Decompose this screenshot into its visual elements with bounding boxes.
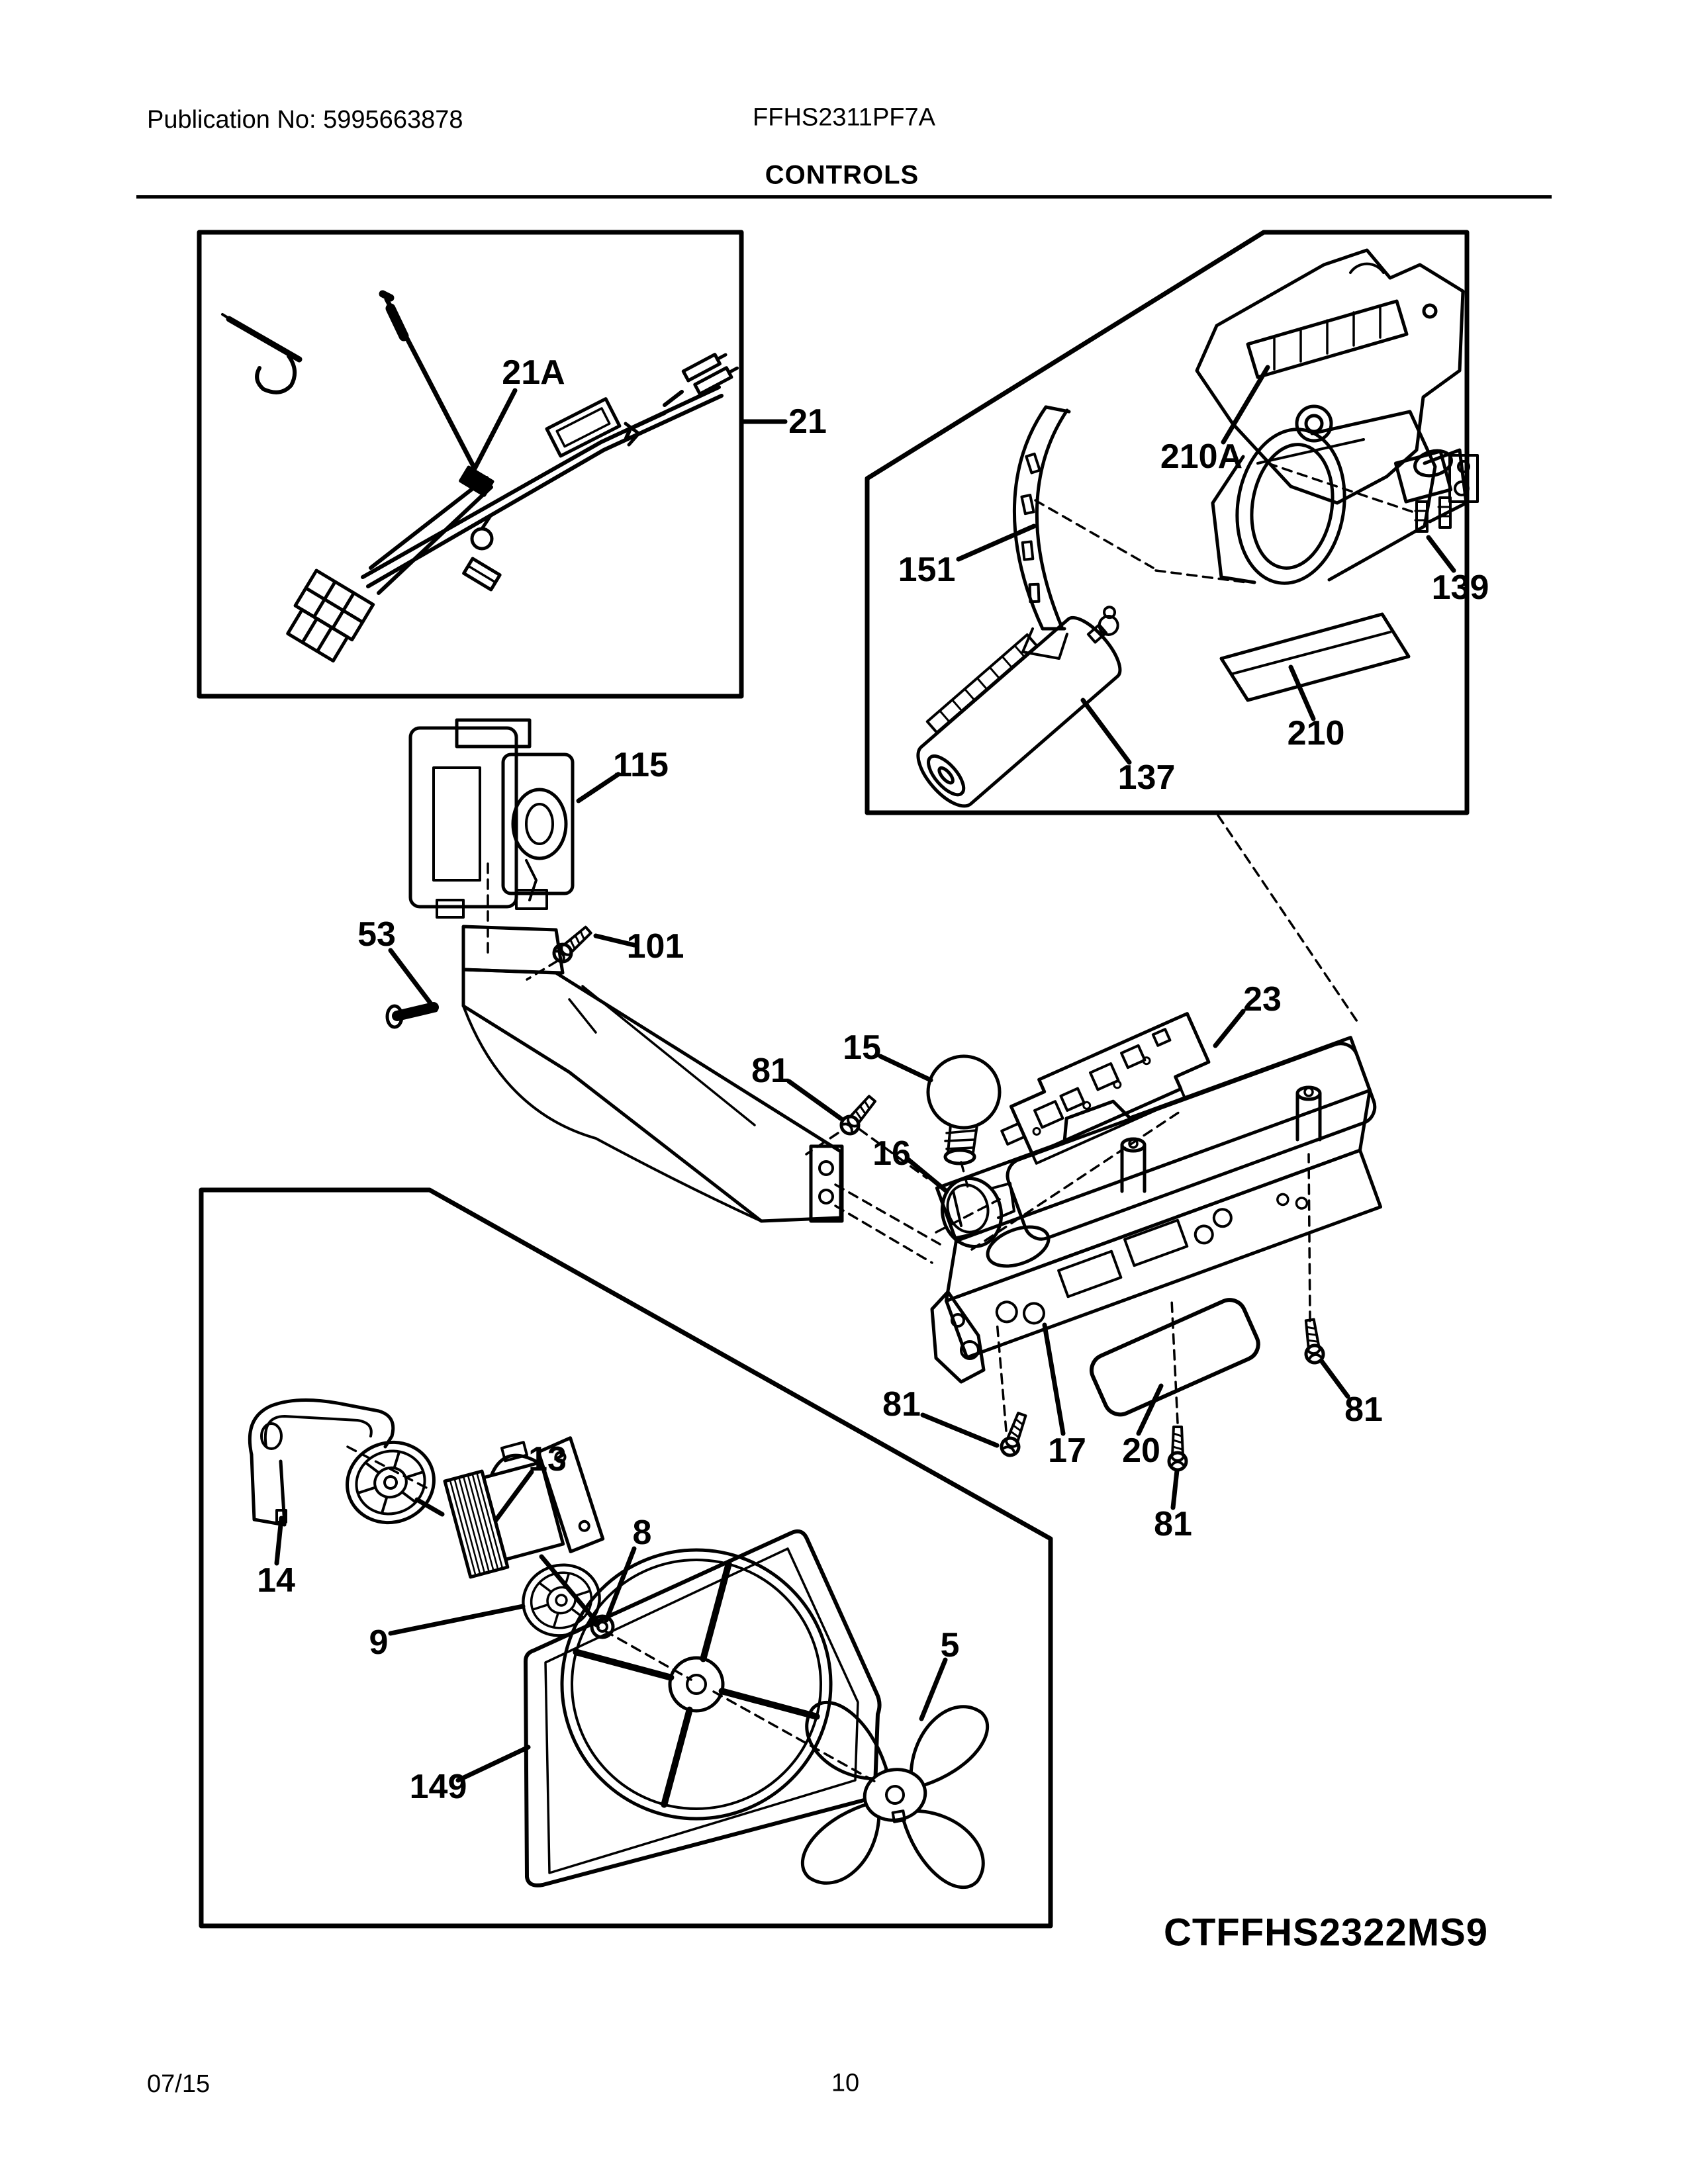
leader-21A bbox=[473, 390, 515, 471]
sensor-probe-2 bbox=[383, 294, 474, 467]
fan-motor-13 bbox=[440, 1429, 604, 1578]
sensor-probe-1 bbox=[222, 314, 299, 392]
callout-23: 23 bbox=[1243, 980, 1282, 1019]
leader-149 bbox=[458, 1747, 528, 1780]
callout-20: 20 bbox=[1122, 1432, 1160, 1470]
publication-number: Publication No: 5995663878 bbox=[147, 106, 463, 134]
fan-shroud-149 bbox=[526, 1531, 880, 1886]
callout-9: 9 bbox=[369, 1623, 389, 1662]
screw-81-right bbox=[1301, 1319, 1325, 1364]
screw-81-left bbox=[999, 1412, 1030, 1458]
leader-81-bracket bbox=[789, 1081, 841, 1118]
leader-13 bbox=[496, 1472, 532, 1520]
dispenser-box bbox=[867, 232, 1477, 815]
callout-149: 149 bbox=[409, 1768, 467, 1806]
water-filter-137 bbox=[898, 581, 1149, 815]
callout-21a: 21A bbox=[502, 353, 565, 392]
leader-139 bbox=[1429, 537, 1454, 570]
callout-210a: 210A bbox=[1160, 437, 1243, 476]
fan-wheel-1 bbox=[337, 1432, 445, 1534]
callout-8: 8 bbox=[632, 1514, 652, 1552]
callout-151: 151 bbox=[898, 551, 956, 589]
damper-115 bbox=[410, 720, 573, 917]
callout-81-right: 81 bbox=[1344, 1390, 1383, 1429]
harness-spade-terminals bbox=[683, 348, 739, 396]
control-housing-17 bbox=[902, 1018, 1409, 1382]
control-board-23 bbox=[989, 1014, 1218, 1171]
callout-81-bottom: 81 bbox=[1154, 1505, 1192, 1543]
motor-bracket-14 bbox=[250, 1400, 393, 1525]
model-number: FFHS2311PF7A bbox=[753, 103, 935, 132]
fan-box bbox=[201, 1190, 1051, 1926]
fan-blade-5 bbox=[775, 1675, 1014, 1914]
leader-210 bbox=[1291, 667, 1313, 719]
harness-clamp bbox=[472, 529, 492, 549]
callout-14: 14 bbox=[257, 1561, 295, 1600]
leader-210A bbox=[1223, 367, 1268, 442]
leader-20 bbox=[1139, 1386, 1161, 1433]
harness-connector-large bbox=[281, 570, 373, 664]
footer-page-number: 10 bbox=[831, 2069, 860, 2097]
screw-81-bottom bbox=[1169, 1427, 1186, 1470]
callout-115: 115 bbox=[613, 746, 669, 784]
leader-137 bbox=[1083, 700, 1129, 762]
callout-16: 16 bbox=[872, 1134, 911, 1173]
leader-115 bbox=[579, 774, 618, 801]
callout-15: 15 bbox=[843, 1028, 881, 1067]
screw-81-bracket bbox=[838, 1093, 879, 1138]
callout-81-left: 81 bbox=[882, 1385, 921, 1424]
callout-13: 13 bbox=[528, 1440, 567, 1479]
harness-connector-small bbox=[464, 559, 500, 590]
callout-21: 21 bbox=[788, 402, 827, 441]
leader-81-right bbox=[1321, 1361, 1348, 1396]
diagram-model-code: CTFFHS2322MS9 bbox=[1163, 1911, 1489, 1954]
callout-81-bracket: 81 bbox=[751, 1052, 790, 1090]
leader-9 bbox=[391, 1606, 523, 1633]
callout-210: 210 bbox=[1287, 714, 1345, 752]
footer-date: 07/15 bbox=[147, 2070, 211, 2098]
leader-17 bbox=[1045, 1325, 1063, 1433]
callout-139: 139 bbox=[1431, 569, 1489, 607]
harness-wires bbox=[363, 387, 722, 593]
callout-101: 101 bbox=[626, 927, 684, 966]
leader-15 bbox=[880, 1056, 931, 1080]
harness-box bbox=[199, 232, 785, 696]
callout-5: 5 bbox=[940, 1626, 960, 1664]
leader-5 bbox=[921, 1660, 945, 1719]
page-title: CONTROLS bbox=[765, 160, 919, 190]
leader-81-left bbox=[923, 1415, 997, 1445]
light-bulb-15 bbox=[928, 1056, 1000, 1163]
alignment-dashes bbox=[348, 463, 1418, 1782]
harness-junction bbox=[461, 467, 492, 495]
callout-53: 53 bbox=[357, 915, 396, 954]
leader-81-bottom bbox=[1173, 1471, 1177, 1508]
filter-housing-210 bbox=[1213, 412, 1466, 700]
callout-17: 17 bbox=[1048, 1432, 1086, 1470]
leader-23 bbox=[1215, 1011, 1243, 1046]
leader-53 bbox=[391, 950, 436, 1010]
callout-137: 137 bbox=[1117, 758, 1176, 797]
